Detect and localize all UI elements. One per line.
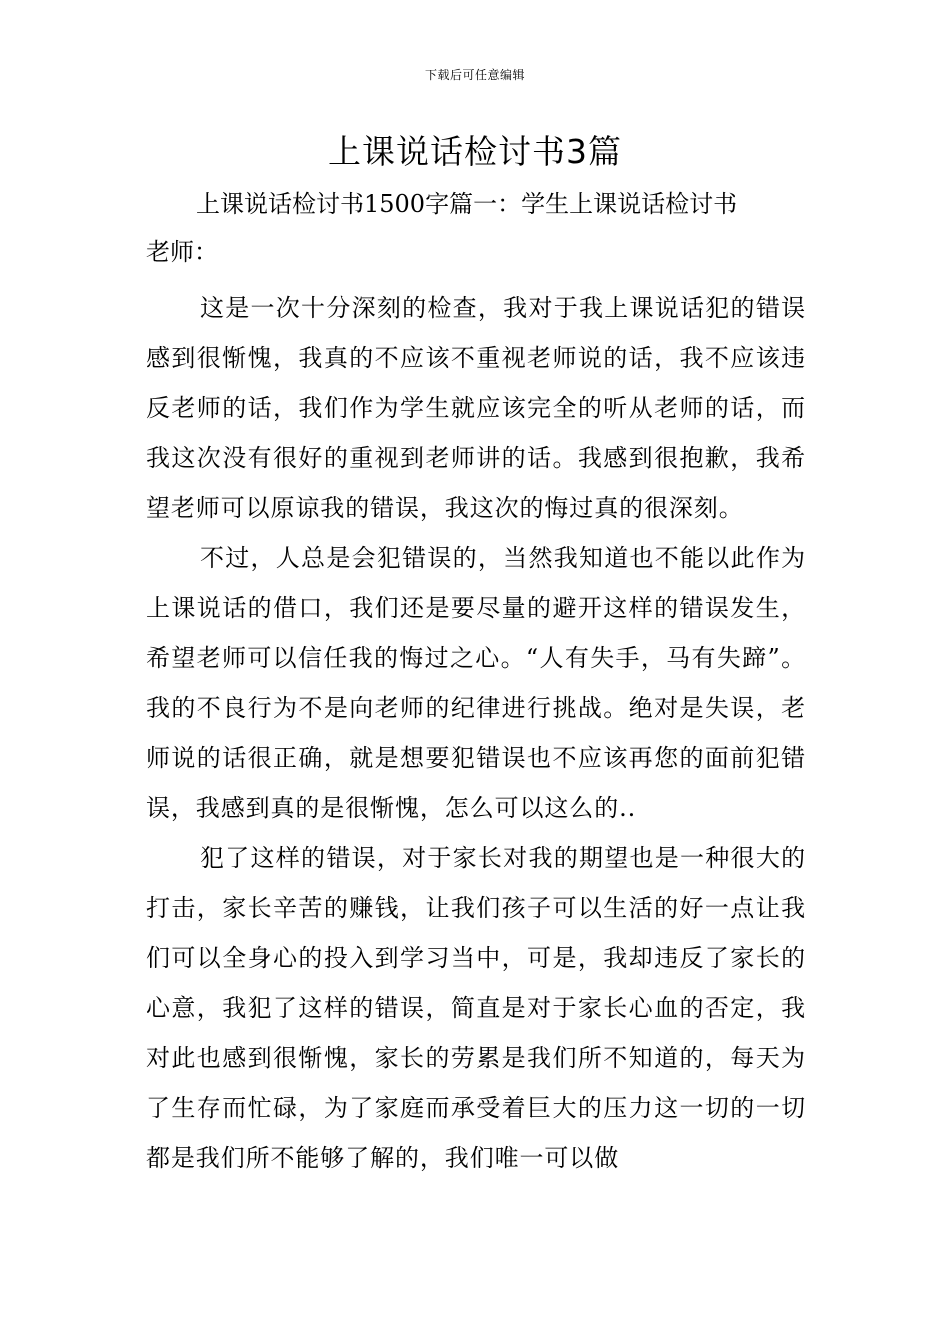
paragraph: 不过，人总是会犯错误的，当然我知道也不能以此作为上课说话的借口，我们还是要尽量的避开这样的错误发生，希望老师可以信任我的悔过之心。“人有失手，马有失蹄”。我的不良行为不是向老师的纪律进行挑战。绝对是失误，老师说的话很正确，就是想要犯错误也不应该再您的面前犯错误，我感到真的是很惭愧，怎么可以这么的.. <box>146 544 806 822</box>
document-title: 上课说话检讨书3篇 <box>328 132 622 171</box>
document-body <box>146 283 806 1183</box>
salutation: 老师： <box>146 238 218 266</box>
paragraph: 这是一次十分深刻的检查，我对于我上课说话犯的错误感到很惭愧，我真的不应该不重视老师说的话，我不应该违反老师的话，我们作为学生就应该完全的听从老师的话，而我这次没有很好的重视到老师讲的话。我感到很抱歉，我希望老师可以原谅我的错误，我这次的悔过真的很深刻。 <box>146 294 806 522</box>
document-subtitle: 上课说话检讨书1500字篇一：学生上课说话检讨书 <box>196 190 738 218</box>
paragraph: 犯了这样的错误，对于家长对我的期望也是一种很大的打击，家长辛苦的赚钱，让我们孩子可以生活的好一点让我们可以全身心的投入到学习当中，可是，我却违反了家长的心意，我犯了这样的错误，简直是对于家长心血的否定，我对此也感到很惭愧，家长的劳累是我们所不知道的，每天为了生存而忙碌，为了家庭而承受着巨大的压力这一切的一切都是我们所不能够了解的，我们唯一可以做 <box>146 844 806 1172</box>
header-note: 下载后可任意编辑 <box>424 68 525 82</box>
